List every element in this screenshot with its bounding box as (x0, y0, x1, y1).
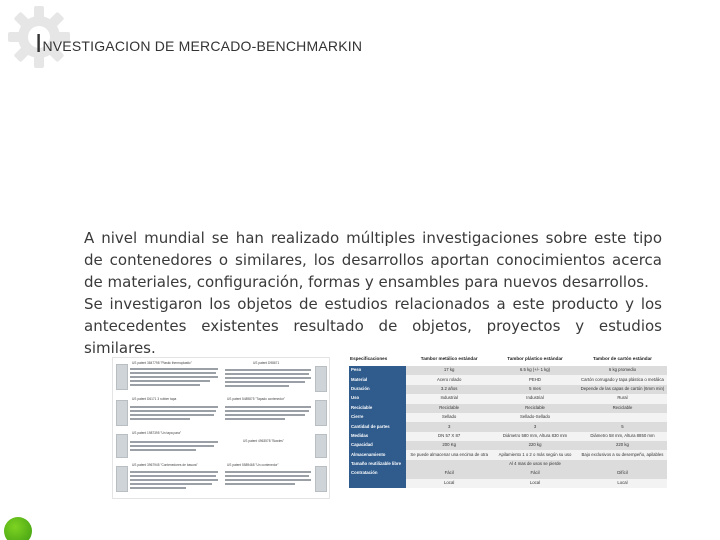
table-row (349, 441, 667, 450)
row-label: Peso (349, 366, 406, 375)
row-label: Contratación (349, 469, 406, 478)
table-cell (578, 413, 667, 422)
text-line (130, 449, 196, 451)
text-line (130, 441, 218, 443)
text-line (225, 377, 311, 379)
table-row (349, 469, 667, 478)
table-cell: Fácil (492, 469, 578, 478)
text-line (130, 410, 216, 412)
table-row (349, 385, 667, 394)
title-initial: I (35, 28, 43, 58)
patent-entry (223, 362, 327, 392)
text-line (130, 471, 218, 473)
table-cell: 17 kg (406, 366, 492, 375)
row-label: Material (349, 375, 406, 384)
patent-entry (116, 398, 220, 428)
table-cell: Reciclable (492, 404, 578, 413)
title-rest: NVESTIGACION DE MERCADO-BENCHMARKIN (42, 38, 363, 54)
table-cell: PEHD (492, 375, 578, 384)
table-cell: Bajo exclusivos a su desempeño, apilables (578, 450, 667, 459)
table-header: Tambor de cartón estándar (593, 355, 652, 361)
table-header: Especificaciones (350, 355, 388, 361)
accent-dot (4, 517, 32, 540)
patent-caption: US patent D98671 (253, 361, 280, 365)
text-line (225, 406, 311, 408)
table-header: Tambor metálico estándar (420, 355, 478, 361)
table-cell: 5 mes (492, 385, 578, 394)
table-row (349, 479, 667, 489)
patent-entry (223, 432, 327, 460)
table-cell: Industrial (492, 394, 578, 403)
row-label: Medidas (349, 432, 406, 441)
table-cell: 3.2 años (406, 385, 492, 394)
patent-entry (223, 464, 327, 494)
table-cell (406, 460, 492, 469)
row-label: Capacidad (349, 441, 406, 450)
text-line (130, 483, 212, 485)
table-cell: Local (578, 479, 667, 489)
table-cell: Local (492, 479, 578, 489)
row-label (349, 479, 406, 489)
patent-caption: US patent 4963578 "Bowles" (243, 439, 284, 443)
table-row (349, 394, 667, 403)
text-line (225, 483, 295, 485)
table-row (349, 432, 667, 441)
table-cell: Reciclable (578, 404, 667, 413)
text-line (225, 381, 305, 383)
text-line (130, 445, 214, 447)
table-row (349, 422, 667, 431)
table-cell: Industrial (406, 394, 492, 403)
table-header: Tambor plástico estándar (507, 355, 563, 361)
table-cell: 3 (492, 422, 578, 431)
table-cell: Apilamiento 1 o 2 o más según su uso (492, 450, 578, 459)
text-line (225, 414, 305, 416)
patent-thumbnail (315, 466, 327, 492)
table-cell: 6 kg promedio (578, 366, 667, 375)
text-line (130, 380, 210, 382)
table-cell: 220 kg (492, 441, 578, 450)
table-cell: DN 57 X 87 (406, 432, 492, 441)
text-line (225, 385, 289, 387)
table-cell: 3 (406, 422, 492, 431)
table-cell: Rural (578, 394, 667, 403)
patent-thumbnail (116, 364, 128, 390)
body-paragraph-2: Se investigaron los objetos de estudios relacionados a este producto y los antecedentes existentes resultado de objetos, proyectos y estudios similares. (84, 295, 662, 357)
text-line (225, 479, 311, 481)
row-label: Tamaño reutilizable libre (349, 460, 406, 469)
table-cell: Sellado-Sellado (492, 413, 578, 422)
text-line (225, 471, 311, 473)
text-line (130, 406, 218, 408)
table-cell: 5 (578, 422, 667, 431)
table-cell: Depende de las capas de cartón (6mm min) (578, 385, 667, 394)
text-line (130, 475, 216, 477)
patent-entry (223, 398, 327, 428)
patent-entry (116, 362, 220, 392)
row-label: Reciclable (349, 404, 406, 413)
table-header-row (349, 352, 667, 366)
patent-caption: US patent 1987395 "Un tapa para" (132, 431, 182, 435)
table-cell: Al 4 mas de usos se pierde (492, 460, 578, 469)
text-line (225, 369, 311, 371)
comparison-table (349, 352, 667, 488)
text-line (225, 418, 285, 420)
patent-entry (116, 432, 220, 460)
table-row (349, 450, 667, 459)
table-row (349, 460, 667, 469)
patent-thumbnail (116, 400, 128, 426)
row-label: Almacenamiento (349, 450, 406, 459)
patent-thumbnail (116, 466, 128, 492)
text-line (130, 384, 200, 386)
table-body (349, 366, 667, 488)
table-cell: Local (406, 479, 492, 489)
row-label: Cierre (349, 413, 406, 422)
row-label: Cantidad de partes (349, 422, 406, 431)
table-cell: 220 kg (578, 441, 667, 450)
table-row (349, 366, 667, 375)
table-cell: Diámetro 580 mm, Altura 830 mm (492, 432, 578, 441)
text-line (225, 410, 309, 412)
table-cell: 6.5 kg (+/- 1 kg) (492, 366, 578, 375)
patent-caption: US patent 5489875 "Tapado contenedor" (227, 397, 285, 401)
table-cell: Acero rolado (406, 375, 492, 384)
table-cell: Reciclable (406, 404, 492, 413)
text-line (130, 479, 218, 481)
patent-thumbnail (116, 434, 128, 458)
patent-thumbnail (315, 434, 327, 458)
text-line (130, 418, 190, 420)
table-row (349, 404, 667, 413)
slide-title (35, 30, 362, 56)
text-line (130, 414, 214, 416)
row-label: Duración (349, 385, 406, 394)
patent-caption: US patent 3847798 "Plastic thermoplastic" (132, 361, 192, 365)
patent-thumbnail (315, 400, 327, 426)
patent-entry (116, 464, 220, 494)
patent-caption: US patent D6171 3 rubber tapa (132, 397, 177, 401)
table-cell: Diámetro 58 mm, Altura 8850 mm (578, 432, 667, 441)
body-text (84, 227, 662, 359)
text-line (225, 475, 309, 477)
table-row (349, 375, 667, 384)
table-cell: Fácil (406, 469, 492, 478)
table-row (349, 413, 667, 422)
patent-thumbnail (315, 366, 327, 392)
table-cell: Cartón corrugado y tapa plástica o metálica (578, 375, 667, 384)
text-line (130, 368, 218, 370)
table-cell: Difícil (578, 469, 667, 478)
body-paragraph-1: A nivel mundial se han realizado múltiples investigaciones sobre este tipo de contenedores o similares, los desarrollos aportan conocimientos acerca de materiales, configuración, formas y ensambles para nuevos desarrollos. (84, 229, 662, 291)
table-cell: Sellado (406, 413, 492, 422)
table-cell (578, 460, 667, 469)
table-cell: 200 Kg (406, 441, 492, 450)
table-cell: Se puede almacenar una encima de otra (406, 450, 492, 459)
patent-caption: US patent 3967945 "Contenedores de basura" (132, 463, 198, 467)
text-line (225, 373, 309, 375)
text-line (130, 376, 218, 378)
text-line (130, 372, 216, 374)
text-line (130, 487, 186, 489)
patent-documents-figure (112, 357, 330, 499)
patent-caption: US patent 5589468 "Un contenedor" (227, 463, 279, 467)
row-label: Uso (349, 394, 406, 403)
